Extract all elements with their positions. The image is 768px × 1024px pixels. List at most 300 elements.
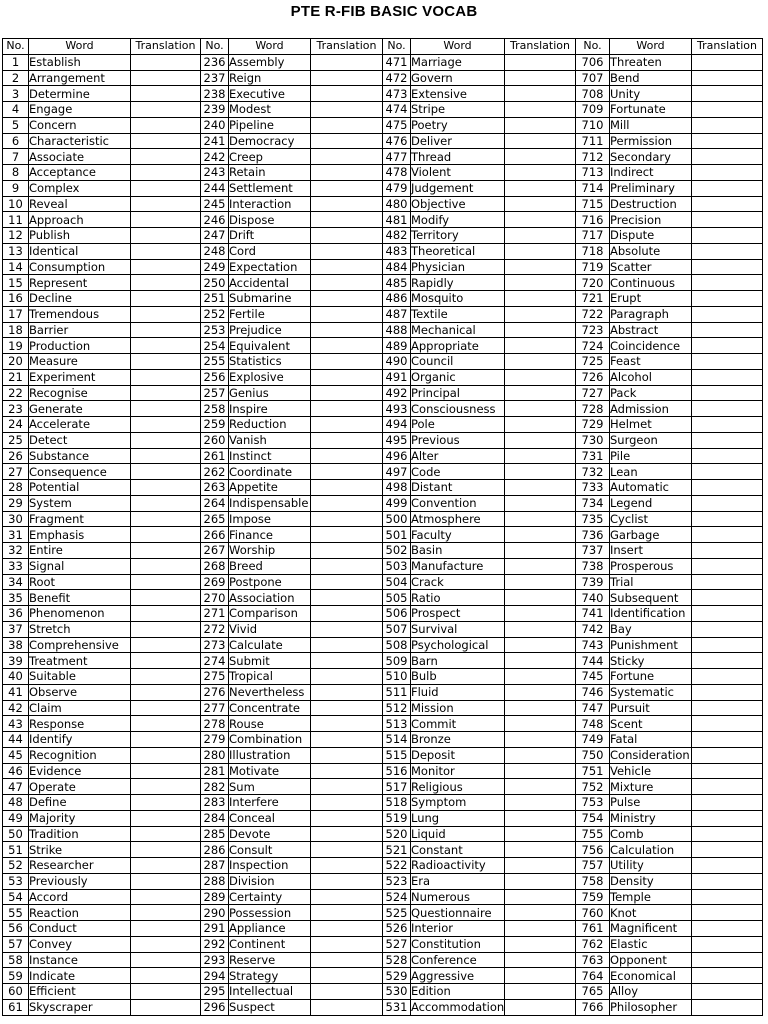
entry-translation[interactable]	[505, 984, 576, 1000]
entry-translation[interactable]	[311, 369, 383, 385]
entry-translation[interactable]	[692, 432, 763, 448]
entry-translation[interactable]	[311, 747, 383, 763]
entry-translation[interactable]	[131, 417, 201, 433]
entry-translation[interactable]	[131, 842, 201, 858]
entry-translation[interactable]	[505, 102, 576, 118]
entry-translation[interactable]	[505, 732, 576, 748]
entry-translation[interactable]	[692, 448, 763, 464]
entry-translation[interactable]	[505, 180, 576, 196]
entry-number: 243	[201, 165, 229, 181]
entry-word: Systematic	[610, 684, 692, 700]
entry-translation[interactable]	[131, 700, 201, 716]
entry-translation[interactable]	[311, 669, 383, 685]
entry-translation[interactable]	[131, 165, 201, 181]
entry-translation[interactable]	[505, 669, 576, 685]
entry-translation[interactable]	[311, 590, 383, 606]
entry-translation[interactable]	[505, 495, 576, 511]
entry-translation[interactable]	[131, 543, 201, 559]
entry-translation[interactable]	[311, 212, 383, 228]
entry-number: 733	[576, 480, 610, 496]
entry-translation[interactable]	[505, 952, 576, 968]
entry-number: 290	[201, 905, 229, 921]
entry-word: Decline	[29, 291, 131, 307]
entry-translation[interactable]	[505, 889, 576, 905]
entry-translation[interactable]	[131, 747, 201, 763]
entry-number: 49	[3, 810, 29, 826]
entry-translation[interactable]	[311, 653, 383, 669]
entry-translation[interactable]	[311, 117, 383, 133]
entry-translation[interactable]	[505, 810, 576, 826]
entry-translation[interactable]	[311, 149, 383, 165]
entry-translation[interactable]	[311, 243, 383, 259]
entry-number: 30	[3, 511, 29, 527]
entry-translation[interactable]	[692, 763, 763, 779]
entry-word: Continent	[229, 936, 311, 952]
entry-word: Symptom	[411, 795, 505, 811]
entry-translation[interactable]	[311, 480, 383, 496]
entry-translation[interactable]	[505, 369, 576, 385]
entry-translation[interactable]	[692, 826, 763, 842]
entry-translation[interactable]	[131, 558, 201, 574]
entry-translation[interactable]	[131, 306, 201, 322]
entry-translation[interactable]	[311, 952, 383, 968]
entry-translation[interactable]	[131, 448, 201, 464]
entry-translation[interactable]	[505, 590, 576, 606]
entry-number: 289	[201, 889, 229, 905]
entry-translation[interactable]	[131, 732, 201, 748]
entry-translation[interactable]	[692, 669, 763, 685]
entry-translation[interactable]	[505, 527, 576, 543]
entry-translation[interactable]	[505, 968, 576, 984]
entry-translation[interactable]	[131, 684, 201, 700]
entry-translation[interactable]	[311, 732, 383, 748]
entry-number: 13	[3, 243, 29, 259]
entry-translation[interactable]	[131, 322, 201, 338]
entry-translation[interactable]	[505, 228, 576, 244]
entry-translation[interactable]	[692, 858, 763, 874]
entry-translation[interactable]	[311, 306, 383, 322]
entry-translation[interactable]	[692, 952, 763, 968]
entry-translation[interactable]	[131, 716, 201, 732]
entry-translation[interactable]	[692, 464, 763, 480]
entry-translation[interactable]	[692, 684, 763, 700]
entry-translation[interactable]	[505, 149, 576, 165]
entry-translation[interactable]	[692, 86, 763, 102]
entry-translation[interactable]	[505, 511, 576, 527]
entry-word: Bulb	[411, 669, 505, 685]
entry-translation[interactable]	[692, 385, 763, 401]
entry-number: 750	[576, 747, 610, 763]
entry-translation[interactable]	[311, 102, 383, 118]
entry-translation[interactable]	[311, 291, 383, 307]
entry-translation[interactable]	[131, 102, 201, 118]
entry-translation[interactable]	[131, 810, 201, 826]
entry-translation[interactable]	[131, 795, 201, 811]
entry-word: Insert	[610, 543, 692, 559]
entry-translation[interactable]	[505, 86, 576, 102]
entry-translation[interactable]	[692, 180, 763, 196]
entry-translation[interactable]	[311, 606, 383, 622]
entry-translation[interactable]	[311, 858, 383, 874]
entry-word: Phenomenon	[29, 606, 131, 622]
entry-translation[interactable]	[505, 117, 576, 133]
entry-word: Textile	[411, 306, 505, 322]
entry-translation[interactable]	[505, 921, 576, 937]
entry-translation[interactable]	[131, 984, 201, 1000]
entry-translation[interactable]	[311, 795, 383, 811]
entry-translation[interactable]	[692, 228, 763, 244]
entry-word: Suitable	[29, 669, 131, 685]
entry-translation[interactable]	[505, 464, 576, 480]
entry-number: 510	[383, 669, 411, 685]
entry-translation[interactable]	[311, 165, 383, 181]
entry-word: Cyclist	[610, 511, 692, 527]
entry-translation[interactable]	[505, 936, 576, 952]
entry-translation[interactable]	[692, 606, 763, 622]
entry-translation[interactable]	[505, 905, 576, 921]
entry-number: 508	[383, 637, 411, 653]
entry-translation[interactable]	[131, 180, 201, 196]
entry-word: Temple	[610, 889, 692, 905]
entry-translation[interactable]	[505, 747, 576, 763]
entry-translation[interactable]	[692, 716, 763, 732]
entry-word: Characteristic	[29, 133, 131, 149]
entry-translation[interactable]	[131, 574, 201, 590]
entry-translation[interactable]	[311, 70, 383, 86]
entry-translation[interactable]	[131, 275, 201, 291]
entry-translation[interactable]	[505, 417, 576, 433]
entry-translation[interactable]	[692, 984, 763, 1000]
entry-translation[interactable]	[692, 889, 763, 905]
entry-translation[interactable]	[131, 86, 201, 102]
entry-translation[interactable]	[131, 936, 201, 952]
entry-translation[interactable]	[311, 574, 383, 590]
entry-word: Accommodation	[411, 1000, 505, 1015]
entry-translation[interactable]	[505, 858, 576, 874]
entry-translation[interactable]	[692, 417, 763, 433]
entry-translation[interactable]	[131, 54, 201, 70]
entry-translation[interactable]	[311, 228, 383, 244]
entry-translation[interactable]	[131, 511, 201, 527]
entry-translation[interactable]	[311, 432, 383, 448]
entry-translation[interactable]	[505, 763, 576, 779]
entry-translation[interactable]	[131, 432, 201, 448]
entry-word: Strategy	[229, 968, 311, 984]
entry-translation[interactable]	[692, 558, 763, 574]
entry-word: Liquid	[411, 826, 505, 842]
entry-translation[interactable]	[692, 54, 763, 70]
entry-translation[interactable]	[692, 810, 763, 826]
entry-translation[interactable]	[505, 999, 576, 1015]
entry-number: 262	[201, 464, 229, 480]
entry-translation[interactable]	[311, 637, 383, 653]
entry-translation[interactable]	[505, 275, 576, 291]
entry-translation[interactable]	[692, 921, 763, 937]
entry-translation[interactable]	[131, 653, 201, 669]
entry-translation[interactable]	[505, 54, 576, 70]
entry-translation[interactable]	[505, 243, 576, 259]
entry-translation[interactable]	[505, 322, 576, 338]
entry-translation[interactable]	[692, 117, 763, 133]
entry-translation[interactable]	[311, 322, 383, 338]
entry-translation[interactable]	[311, 621, 383, 637]
entry-translation[interactable]	[311, 448, 383, 464]
entry-translation[interactable]	[311, 873, 383, 889]
entry-word: Identification	[610, 606, 692, 622]
entry-translation[interactable]	[505, 543, 576, 559]
entry-translation[interactable]	[131, 999, 201, 1015]
entry-word: Vehicle	[610, 763, 692, 779]
entry-word: Possession	[229, 905, 311, 921]
entry-translation[interactable]	[311, 700, 383, 716]
entry-translation[interactable]	[131, 149, 201, 165]
entry-translation[interactable]	[131, 921, 201, 937]
entry-translation[interactable]	[692, 574, 763, 590]
entry-translation[interactable]	[692, 873, 763, 889]
entry-translation[interactable]	[311, 779, 383, 795]
entry-translation[interactable]	[505, 842, 576, 858]
entry-translation[interactable]	[692, 133, 763, 149]
entry-translation[interactable]	[131, 952, 201, 968]
entry-translation[interactable]	[131, 905, 201, 921]
entry-translation[interactable]	[505, 306, 576, 322]
entry-number: 266	[201, 527, 229, 543]
entry-translation[interactable]	[131, 259, 201, 275]
entry-translation[interactable]	[311, 180, 383, 196]
entry-translation[interactable]	[311, 401, 383, 417]
entry-word: Era	[411, 873, 505, 889]
entry-translation[interactable]	[311, 133, 383, 149]
entry-number: 756	[576, 842, 610, 858]
entry-translation[interactable]	[131, 196, 201, 212]
entry-translation[interactable]	[692, 511, 763, 527]
entry-translation[interactable]	[692, 999, 763, 1015]
entry-translation[interactable]	[505, 196, 576, 212]
entry-translation[interactable]	[131, 117, 201, 133]
entry-translation[interactable]	[131, 590, 201, 606]
entry-translation[interactable]	[311, 385, 383, 401]
entry-translation[interactable]	[311, 999, 383, 1015]
entry-translation[interactable]	[311, 196, 383, 212]
entry-number: 1	[3, 54, 29, 70]
entry-translation[interactable]	[131, 480, 201, 496]
entry-translation[interactable]	[131, 464, 201, 480]
entry-translation[interactable]	[505, 826, 576, 842]
entry-translation[interactable]	[692, 243, 763, 259]
entry-translation[interactable]	[131, 338, 201, 354]
entry-translation[interactable]	[505, 637, 576, 653]
entry-translation[interactable]	[505, 653, 576, 669]
entry-translation[interactable]	[692, 936, 763, 952]
entry-translation[interactable]	[131, 763, 201, 779]
entry-translation[interactable]	[311, 936, 383, 952]
entry-translation[interactable]	[311, 495, 383, 511]
entry-translation[interactable]	[311, 417, 383, 433]
entry-translation[interactable]	[505, 716, 576, 732]
entry-translation[interactable]	[692, 968, 763, 984]
entry-translation[interactable]	[505, 385, 576, 401]
entry-translation[interactable]	[692, 306, 763, 322]
entry-translation[interactable]	[311, 275, 383, 291]
entry-translation[interactable]	[505, 70, 576, 86]
entry-translation[interactable]	[505, 448, 576, 464]
entry-word: Automatic	[610, 480, 692, 496]
entry-translation[interactable]	[131, 826, 201, 842]
table-row	[3, 527, 763, 543]
entry-translation[interactable]	[131, 889, 201, 905]
entry-translation[interactable]	[311, 511, 383, 527]
entry-translation[interactable]	[131, 669, 201, 685]
entry-word: Admission	[610, 401, 692, 417]
entry-translation[interactable]	[131, 228, 201, 244]
entry-translation[interactable]	[692, 291, 763, 307]
entry-translation[interactable]	[692, 905, 763, 921]
entry-translation[interactable]	[311, 543, 383, 559]
entry-translation[interactable]	[692, 401, 763, 417]
entry-translation[interactable]	[311, 354, 383, 370]
entry-translation[interactable]	[131, 291, 201, 307]
entry-translation[interactable]	[505, 401, 576, 417]
entry-translation[interactable]	[505, 354, 576, 370]
entry-translation[interactable]	[692, 621, 763, 637]
entry-translation[interactable]	[505, 212, 576, 228]
entry-translation[interactable]	[692, 795, 763, 811]
entry-translation[interactable]	[692, 322, 763, 338]
entry-translation[interactable]	[131, 354, 201, 370]
entry-translation[interactable]	[692, 637, 763, 653]
entry-translation[interactable]	[692, 732, 763, 748]
entry-word: Production	[29, 338, 131, 354]
entry-translation[interactable]	[311, 984, 383, 1000]
entry-translation[interactable]	[692, 543, 763, 559]
entry-translation[interactable]	[505, 621, 576, 637]
entry-number: 296	[201, 999, 229, 1015]
entry-translation[interactable]	[311, 826, 383, 842]
entry-translation[interactable]	[692, 338, 763, 354]
entry-translation[interactable]	[692, 354, 763, 370]
entry-translation[interactable]	[692, 527, 763, 543]
table-row	[3, 606, 763, 622]
entry-word: Reaction	[29, 905, 131, 921]
entry-translation[interactable]	[692, 700, 763, 716]
entry-word: Lung	[411, 810, 505, 826]
entry-translation[interactable]	[311, 558, 383, 574]
entry-translation[interactable]	[692, 212, 763, 228]
entry-translation[interactable]	[311, 338, 383, 354]
entry-translation[interactable]	[131, 495, 201, 511]
table-row	[3, 180, 763, 196]
entry-word: Settlement	[229, 180, 311, 196]
entry-translation[interactable]	[131, 637, 201, 653]
entry-translation[interactable]	[311, 527, 383, 543]
entry-translation[interactable]	[131, 401, 201, 417]
entry-translation[interactable]	[505, 684, 576, 700]
entry-translation[interactable]	[131, 243, 201, 259]
entry-translation[interactable]	[505, 558, 576, 574]
entry-translation[interactable]	[311, 54, 383, 70]
entry-word: Philosopher	[610, 999, 692, 1015]
entry-translation[interactable]	[692, 70, 763, 86]
entry-translation[interactable]	[131, 369, 201, 385]
entry-translation[interactable]	[131, 621, 201, 637]
entry-translation[interactable]	[692, 842, 763, 858]
entry-translation[interactable]	[131, 968, 201, 984]
entry-translation[interactable]	[505, 338, 576, 354]
entry-translation[interactable]	[311, 810, 383, 826]
entry-translation[interactable]	[311, 921, 383, 937]
entry-translation[interactable]	[505, 291, 576, 307]
entry-translation[interactable]	[131, 606, 201, 622]
entry-translation[interactable]	[505, 133, 576, 149]
header-no: No.	[383, 39, 411, 55]
entry-translation[interactable]	[692, 590, 763, 606]
entry-word: Alloy	[610, 984, 692, 1000]
entry-translation[interactable]	[131, 133, 201, 149]
entry-word: Prospect	[411, 606, 505, 622]
entry-translation[interactable]	[692, 653, 763, 669]
entry-word: Helmet	[610, 417, 692, 433]
entry-translation[interactable]	[311, 259, 383, 275]
entry-translation[interactable]	[505, 795, 576, 811]
entry-translation[interactable]	[311, 763, 383, 779]
entry-translation[interactable]	[692, 747, 763, 763]
entry-word: Opponent	[610, 952, 692, 968]
entry-translation[interactable]	[692, 369, 763, 385]
entry-translation[interactable]	[505, 432, 576, 448]
entry-translation[interactable]	[311, 842, 383, 858]
entry-translation[interactable]	[692, 259, 763, 275]
entry-translation[interactable]	[692, 480, 763, 496]
entry-translation[interactable]	[505, 873, 576, 889]
table-row	[3, 873, 763, 889]
entry-number: 736	[576, 527, 610, 543]
entry-translation[interactable]	[505, 606, 576, 622]
entry-translation[interactable]	[692, 149, 763, 165]
entry-word: Tropical	[229, 669, 311, 685]
entry-translation[interactable]	[692, 275, 763, 291]
entry-translation[interactable]	[505, 700, 576, 716]
entry-translation[interactable]	[505, 779, 576, 795]
entry-number: 527	[383, 936, 411, 952]
entry-translation[interactable]	[692, 495, 763, 511]
entry-translation[interactable]	[692, 196, 763, 212]
entry-translation[interactable]	[692, 165, 763, 181]
entry-translation[interactable]	[131, 212, 201, 228]
entry-translation[interactable]	[311, 464, 383, 480]
entry-translation[interactable]	[311, 86, 383, 102]
entry-translation[interactable]	[505, 480, 576, 496]
entry-number: 503	[383, 558, 411, 574]
entry-translation[interactable]	[131, 779, 201, 795]
entry-translation[interactable]	[311, 716, 383, 732]
entry-translation[interactable]	[692, 779, 763, 795]
entry-number: 267	[201, 543, 229, 559]
entry-translation[interactable]	[131, 70, 201, 86]
entry-translation[interactable]	[131, 527, 201, 543]
entry-translation[interactable]	[692, 102, 763, 118]
entry-number: 491	[383, 369, 411, 385]
entry-translation[interactable]	[311, 889, 383, 905]
entry-translation[interactable]	[131, 385, 201, 401]
entry-translation[interactable]	[505, 259, 576, 275]
entry-translation[interactable]	[311, 968, 383, 984]
entry-translation[interactable]	[131, 873, 201, 889]
entry-translation[interactable]	[311, 684, 383, 700]
entry-translation[interactable]	[505, 574, 576, 590]
entry-translation[interactable]	[505, 165, 576, 181]
entry-translation[interactable]	[131, 858, 201, 874]
entry-translation[interactable]	[311, 905, 383, 921]
